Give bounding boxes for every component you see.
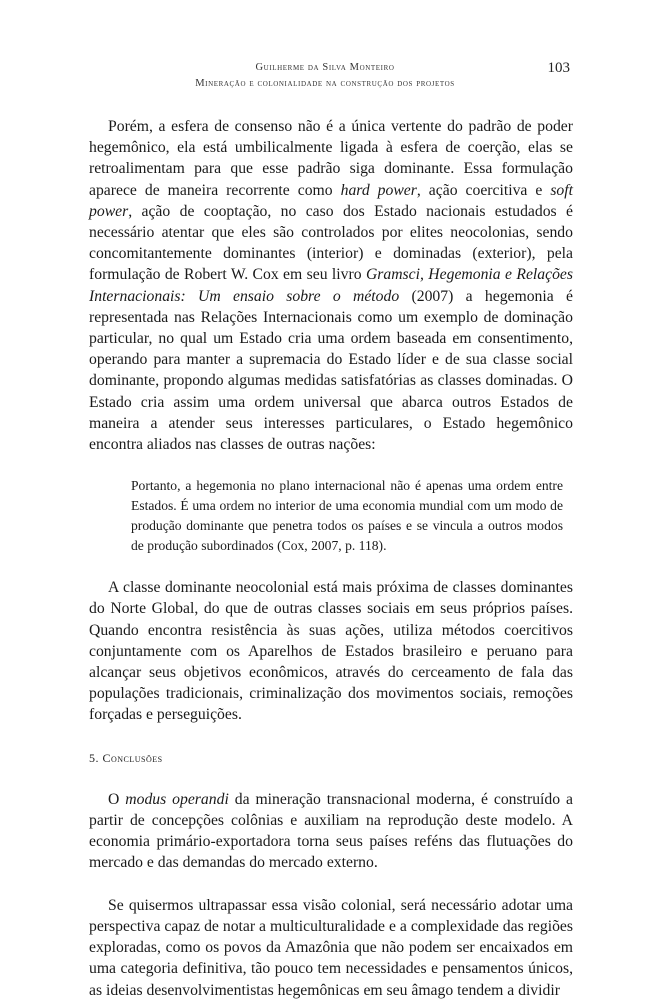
paragraph-3-italic-modus-operandi: modus operandi [125,790,229,808]
paragraph-1-text-a: Porém, a esfera de consenso não é a única vertente do padrão de poder hegemônico, ela está umbilicalmente ligada à esfera de coerção, elas se retroalimentam para que esse padrão siga dominante. Essa formulação aparece de maneira recorrente como [89,118,573,199]
section-heading: 5. Conclusões [89,750,163,765]
paragraph-3-text-a: O [108,790,126,808]
paragraph-1-italic-soft-power: soft power [89,181,573,220]
paragraph-1-text-b: , ação coercitiva e [416,181,551,199]
running-head-author: Guilherme da Silva Monteiro [255,62,395,73]
running-head [90,60,560,92]
page-number: 103 [547,60,570,76]
paragraph-1-text-d: (2007) a hegemonia é representada nas Relações Internacionais como um exemplo de dominação particular, no qual um Estado cria uma ordem baseada em consentimento, operando para manter a supremacia do Estado líder e de sua classe social dominante, propondo algumas medidas satisfatórias as classes dominadas. O Estado cria assim uma ordem universal que abarca outros Estados de maneira a atender seus interesses particulares, o Estado hegemônico encontra aliados nas classes de outras nações: [89,287,573,454]
running-head-title: Mineração e colonialidade na construção dos projetos [195,78,455,89]
paragraph-4: Se quisermos ultrapassar essa visão colonial, será necessário adotar uma perspectiva capaz de notar a multiculturalidade e a complexidade das regiões exploradas, como os povos da Amazônia que não podem ser encaixados em uma categoria definitiva, tão pouco tem necessidades e pensamentos únicos, as ideias desenvolvimentistas hegemônicas em seu âmago tendem a dividir [89,896,573,999]
block-quote: Portanto, a hegemonia no plano internacional não é apenas uma ordem entre Estados. É uma ordem no interior de uma economia mundial com um modo de produção dominante que penetra todos os países e se vincula a outros modos de produção subordinados (Cox, 2007, p. 118). [131,478,563,554]
paragraph-1-text-c: , ação de cooptação, no caso dos Estado nacionais estudados é necessário atentar que eles são controlados por elites neocolonias, sendo concomitantemente dominantes (interior) e dominadas (exterior), pela formulação de Robert W. Cox em seu livro [89,202,573,284]
paragraph-1-italic-book-title: Gramsci, Hegemonia e Relações Internacionais: Um ensaio sobre o método [89,266,573,305]
paragraph-2: A classe dominante neocolonial está mais próxima de classes dominantes do Norte Global, do que de outras classes sociais em seus próprios países. Quando encontra resistência às suas ações, utiliza métodos coercitivos conjuntamente com os Aparelhos de Estados brasileiro e peruano para alcançar seus objetivos econômicos, através do cerceamento de fala das populações tradicionais, criminalização dos movimentos sociais, remoções forçadas e perseguições. [89,579,573,724]
paragraph-1-italic-hard-power: hard power [340,181,417,199]
paragraph-3-text-b: da mineração transnacional moderna, é construído a partir de concepções colônias e auxiliam na reprodução deste modelo. A economia primário-exportadora torna seus países reféns das flutuações do mercado e das demandas do mercado externo. [89,790,573,872]
body-text [89,116,573,1001]
paragraph-3 [89,789,573,874]
paragraph-1 [89,116,573,455]
